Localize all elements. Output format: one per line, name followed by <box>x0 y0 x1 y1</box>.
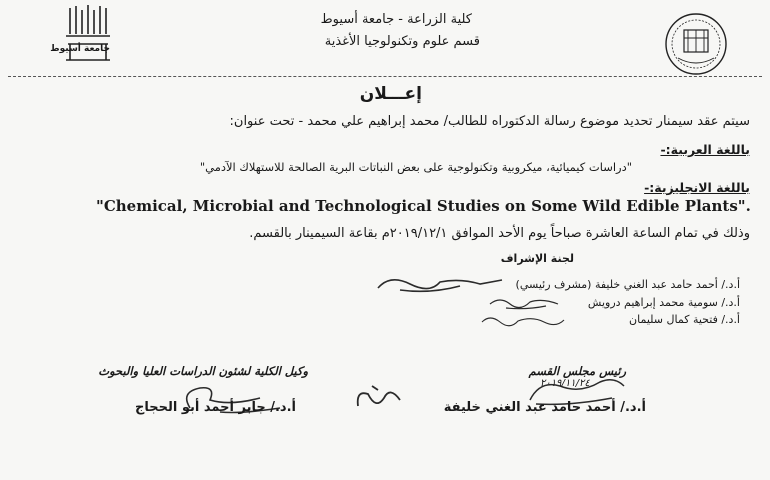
faculty-seal-icon <box>664 12 728 76</box>
committee-member: أ.د./ أحمد حامد عبد الغني خليفة (مشرف رئيسي) <box>515 278 740 291</box>
announcement-title: إعـــلان <box>359 84 422 104</box>
committee-signature-2 <box>486 292 562 312</box>
vice-dean-name: أ.د./ جابر أحمد أبو الحجاج <box>135 400 296 415</box>
arabic-title-label: باللغة العربية:- <box>660 142 750 157</box>
english-title-label: باللغة الانجليزية:- <box>644 180 750 195</box>
vice-dean-title: وكيل الكلية لشئون الدراسات العليا والبحوث <box>98 364 308 378</box>
department-line: قسم علوم وتكنولوجيا الأغذية <box>324 34 480 49</box>
department-head-title: رئيس مجلس القسم <box>528 364 626 378</box>
university-logo <box>50 4 114 64</box>
seminar-schedule: وذلك في تمام الساعة العاشرة صباحاً يوم الأحد الموافق ٢٠١٩/١٢/١م بقاعة السيمينار بالقسم. <box>249 226 750 241</box>
university-logo-icon <box>50 4 114 64</box>
department-head-date: ٢٠١٩/١١/٢٤ <box>540 378 590 389</box>
committee-member: أ.د./ فتحية كمال سليمان <box>629 313 740 326</box>
approval-scribble <box>352 380 408 414</box>
faculty-seal <box>664 12 728 76</box>
committee-member: أ.د./ سومية محمد إبراهيم درويش <box>587 296 740 309</box>
committee-signature-3 <box>478 312 568 330</box>
arabic-thesis-title: "دراسات كيميائية، ميكروبية وتكنولوجية على بعض النباتات البرية الصالحة للاستهلاك الآدمي" <box>199 160 632 174</box>
announcement-intro: سيتم عقد سيمنار تحديد موضوع رسالة الدكتوراه للطالب/ محمد إبراهيم علي محمد - تحت عنوان: <box>229 114 750 129</box>
header-divider <box>8 76 762 77</box>
faculty-line: كلية الزراعة - جامعة أسيوط <box>320 12 472 27</box>
department-head-name: أ.د./ أحمد حامد عبد الغني خليفة <box>443 400 646 415</box>
english-thesis-title: "Chemical, Microbial and Technological Studies on Some Wild Edible Plants". <box>96 197 751 215</box>
committee-heading: لجنة الإشراف <box>500 252 574 265</box>
university-logo-text: جامعة أسيوط <box>50 44 110 54</box>
